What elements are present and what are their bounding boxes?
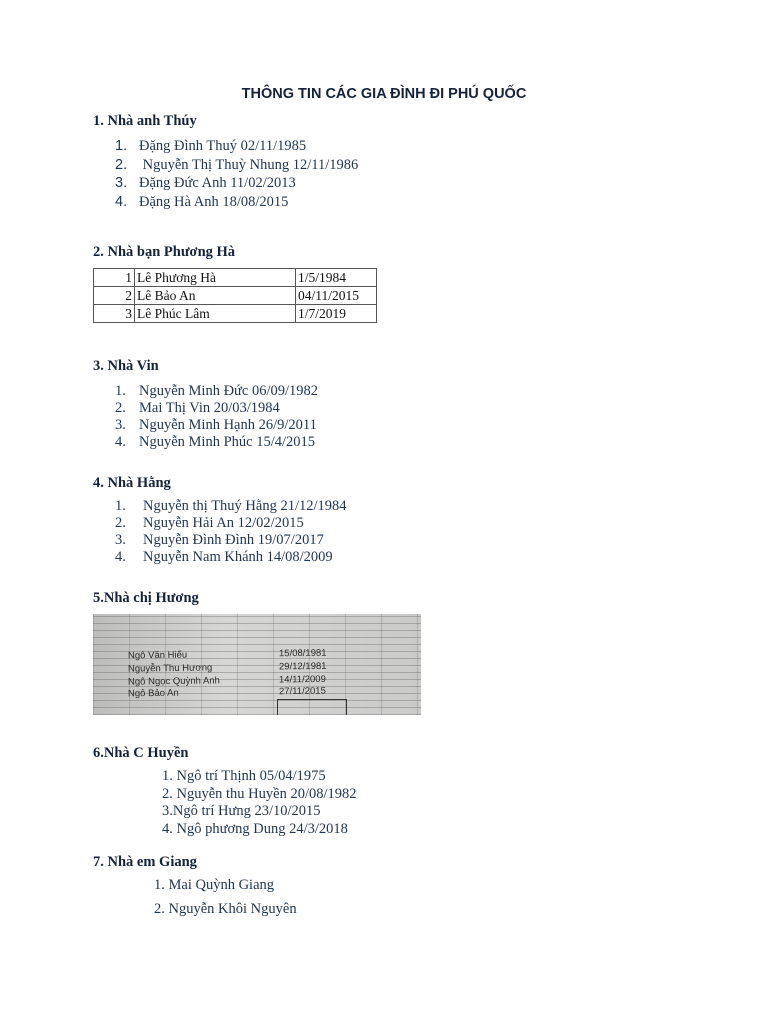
photo-row [127, 647, 327, 662]
family-heading: 7. Nhà em Giang [93, 854, 197, 870]
family-member-list [154, 877, 297, 925]
table-cell-date: 04/11/2015 [296, 287, 377, 305]
photo-date: 27/11/2015 [278, 685, 326, 698]
list-number: 4. [115, 193, 128, 210]
list-number: 2. [115, 400, 126, 416]
list-item: 4. Ngô phương Dung 24/3/2018 [162, 820, 348, 837]
table-cell-date: 1/7/2019 [296, 305, 377, 323]
family-table [93, 268, 377, 323]
table-row [94, 287, 377, 305]
photo-row [127, 660, 327, 675]
list-item: 1. Mai Quỳnh Giang [154, 877, 275, 893]
family-heading: 4. Nhà Hằng [93, 475, 171, 491]
member-text: Mai Thị Vin 20/03/1984 [139, 400, 280, 416]
table-cell-index: 1 [94, 269, 135, 287]
table-row [94, 269, 377, 287]
list-item: 3.Ngô trí Hưng 23/10/2015 [162, 803, 321, 819]
list-item [115, 515, 347, 532]
family-member-list [162, 768, 357, 838]
table-cell-name: Lê Phương Hà [135, 269, 296, 287]
list-item [115, 532, 347, 549]
photo-row [127, 685, 326, 700]
member-text: Nguyễn Đình Đình 19/07/2017 [143, 532, 324, 548]
family-member-list [115, 383, 318, 451]
list-number: 1. [115, 138, 128, 154]
table-cell-name: Lê Phúc Lâm [135, 305, 296, 323]
photo-date: 15/08/1981 [278, 647, 327, 660]
family-heading: 1. Nhà anh Thúy [93, 113, 197, 129]
list-item: 2. Nguyễn thu Huyền 20/08/1982 [162, 785, 357, 802]
member-text: Đặng Đình Thuý 02/11/1985 [139, 138, 307, 154]
list-item [115, 383, 318, 400]
table-cell-name: Lê Bảo An [135, 287, 296, 305]
list-item [115, 417, 318, 434]
member-text: Nguyễn Hải An 12/02/2015 [143, 515, 304, 531]
document-title: THÔNG TIN CÁC GIA ĐÌNH ĐI PHÚ QUỐC [241, 86, 527, 102]
list-number: 1. [115, 383, 126, 399]
family-member-list [115, 138, 358, 212]
spreadsheet-photo [93, 614, 421, 715]
photo-row [127, 673, 326, 688]
family-heading: 3. Nhà Vin [93, 358, 159, 374]
list-item [115, 138, 358, 157]
photo-date: 29/12/1981 [278, 660, 327, 673]
list-item [115, 175, 358, 194]
member-text: Nguyễn Minh Hạnh 26/9/2011 [139, 417, 317, 433]
list-number: 2. [115, 156, 128, 173]
family-heading: 6.Nhà C Huyền [93, 745, 189, 761]
table-cell-index: 3 [94, 305, 135, 323]
table-row [94, 305, 377, 323]
list-item [115, 157, 358, 176]
member-text: Đặng Đức Anh 11/02/2013 [139, 175, 296, 191]
selected-cell-outline [277, 699, 347, 715]
photo-date: 14/11/2009 [278, 673, 326, 686]
photo-name: Ngô Ngọc Quỳnh Anh [127, 675, 220, 688]
list-number: 4. [115, 434, 126, 450]
photo-name: Ngô Văn Hiếu [127, 649, 188, 662]
list-item [115, 434, 318, 451]
member-text: Đặng Hà Anh 18/08/2015 [139, 193, 289, 210]
family-heading: 5.Nhà chị Hương [93, 590, 199, 606]
list-item: 2. Nguyễn Khôi Nguyên [154, 901, 297, 917]
photo-name: Ngô Bảo An [127, 687, 179, 700]
family-member-list [115, 498, 347, 566]
list-item [115, 498, 347, 515]
member-text: Nguyễn thị Thuý Hằng 21/12/1984 [143, 498, 347, 514]
list-number: 2. [115, 515, 126, 531]
member-text: Nguyễn Minh Phúc 15/4/2015 [139, 434, 316, 450]
list-number: 3. [115, 175, 128, 191]
list-number: 4. [115, 549, 126, 565]
member-text: Nguyễn Minh Đức 06/09/1982 [139, 383, 319, 399]
list-item: 1. Ngô trí Thịnh 05/04/1975 [162, 768, 326, 784]
list-item [115, 400, 318, 417]
list-number: 3. [115, 417, 126, 433]
table-cell-date: 1/5/1984 [296, 269, 377, 287]
photo-name: Nguyễn Thu Hương [127, 662, 213, 675]
member-text: Nguyễn Nam Khánh 14/08/2009 [143, 549, 333, 565]
list-item [115, 549, 347, 566]
member-text: Nguyễn Thị Thuỳ Nhung 12/11/1986 [139, 156, 359, 173]
family-heading: 2. Nhà bạn Phương Hà [93, 244, 236, 260]
list-item [115, 194, 358, 213]
list-number: 3. [115, 532, 126, 548]
list-number: 1. [115, 498, 126, 514]
table-cell-index: 2 [94, 287, 135, 305]
